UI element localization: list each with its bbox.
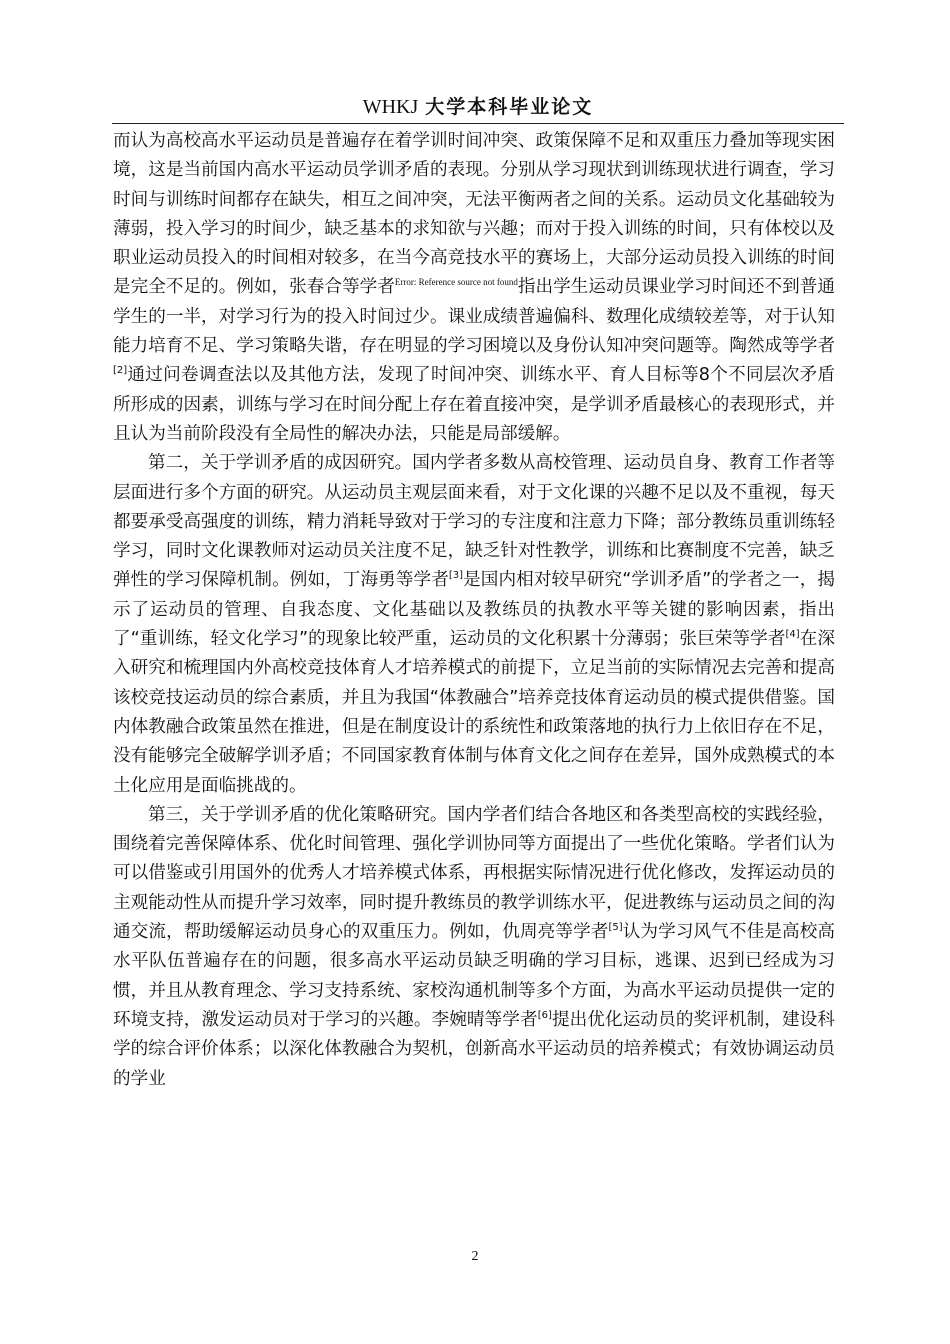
citation-5: [5] (608, 922, 623, 934)
paragraph-2-text-b: 是国内相对较早研究“学训矛盾”的学者之一，揭示了运动员的管理、自我态度、文化基础以及教练员的执教水平等关键的影响因素，指出了“重训练，轻文化学习”的现象比较严重，运动员的文化积累十分薄弱；张巨荣等学者 (113, 570, 835, 650)
paragraph-1 (113, 127, 835, 449)
paragraph-2-text-c: 在深入研究和梳理国内外高校竞技体育人才培养模式的前提下，立足当前的实际情况去完善和提高该校竞技运动员的综合素质，并且为我国“体教融合”培养竞技体育运动员的模式提供借鉴。国内体教融合政策虽然在推进，但是在制度设计的系统性和政策落地的执行力上依旧存在不足，没有能够完全破解学训矛盾；不同国家教育体制与体育文化之间存在差异，国外成熟模式的本土化应用是面临挑战的。 (113, 629, 835, 796)
body-text (113, 127, 835, 1094)
paragraph-1-text-c: 通过问卷调查法以及其他方法，发现了时间冲突、训练水平、育人目标等8个不同层次矛盾所形成的因素，训练与学习在时间分配上存在着直接冲突，是学训矛盾最核心的表现形式，并且认为当前阶段没有全局性的解决办法，只能是局部缓解。 (113, 365, 835, 444)
citation-6: [6] (537, 1009, 552, 1021)
paragraph-2-text-a: 第二，关于学训矛盾的成因研究。国内学者多数从高校管理、运动员自身、教育工作者等层面进行多个方面的研究。从运动员主观层面来看，对于文化课的兴趣不足以及不重视，每天都要承受高强度的训练，精力消耗导致对于学习的专注度和注意力下降；部分教练员重训练轻学习，同时文化课教师对运动员关注度不足，缺乏针对性教学，训练和比赛制度不完善，缺乏弹性的学习保障机制。例如，丁海勇等学者 (113, 453, 835, 591)
citation-2: [2] (113, 365, 128, 377)
paragraph-3-text-b: 认为学习风气不佳是高校高水平队伍普遍存在的问题，很多高水平运动员缺乏明确的学习目标，逃课、迟到已经成为习惯，并且从教育理念、学习支持系统、家校沟通机制等多个方面，为高水平运动员提供一定的环境支持，激发运动员对于学习的兴趣。李婉晴等学者 (113, 922, 835, 1030)
paragraph-3-text-c: 提出优化运动员的奖评机制，建设科学的综合评价体系；以深化体教融合为契机，创新高水平运动员的培养模式；有效协调运动员的学业 (113, 1009, 835, 1089)
header-code: WHKJ (362, 96, 419, 118)
page-header (112, 92, 844, 119)
header-title: 大学本科毕业论文 (425, 96, 594, 118)
citation-4: [4] (785, 629, 800, 641)
paragraph-1-text-a: 而认为高校高水平运动员是普遍存在着学训时间冲突、政策保障不足和双重压力叠加等现实困境，这是当前国内高水平运动员学训矛盾的表现。分别从学习现状到训练现状进行调查，学习时间与训练时间都存在缺失，相互之间冲突，无法平衡两者之间的关系。运动员文化基础较为薄弱，投入学习的时间少，缺乏基本的求知欲与兴趣；而对于投入训练的时间，只有体校以及职业运动员投入的时间相对较多，在当今高竞技水平的赛场上，大部分运动员投入训练的时间是完全不足的。例如，张春合等学者 (113, 131, 835, 298)
broken-citation: Error: Reference source not found (394, 277, 518, 288)
paragraph-1-text-b: 指出学生运动员课业学习时间还不到普通学生的一半，对学习行为的投入时间过少。课业成绩普遍偏科、数理化成绩较差等，对于认知能力培育不足、学习策略失谐，存在明显的学习困境以及身份认知冲突问题等。陶然成等学者 (113, 277, 835, 357)
page-number: 2 (471, 1249, 479, 1264)
header-rule (112, 123, 844, 124)
paragraph-2 (113, 449, 835, 801)
paragraph-3 (113, 801, 835, 1094)
paragraph-3-text-a: 第三，关于学训矛盾的优化策略研究。国内学者们结合各地区和各类型高校的实践经验，围绕着完善保障体系、优化时间管理、强化学训协同等方面提出了一些优化策略。学者们认为可以借鉴或引用国外的优秀人才培养模式体系，再根据实际情况进行优化修改，发挥运动员的主观能动性从而提升学习效率，同时提升教练员的教学训练水平，促进教练与运动员之间的沟通交流，帮助缓解运动员身心的双重压力。例如，仇周亮等学者 (113, 804, 835, 943)
citation-3: [3] (448, 570, 464, 582)
